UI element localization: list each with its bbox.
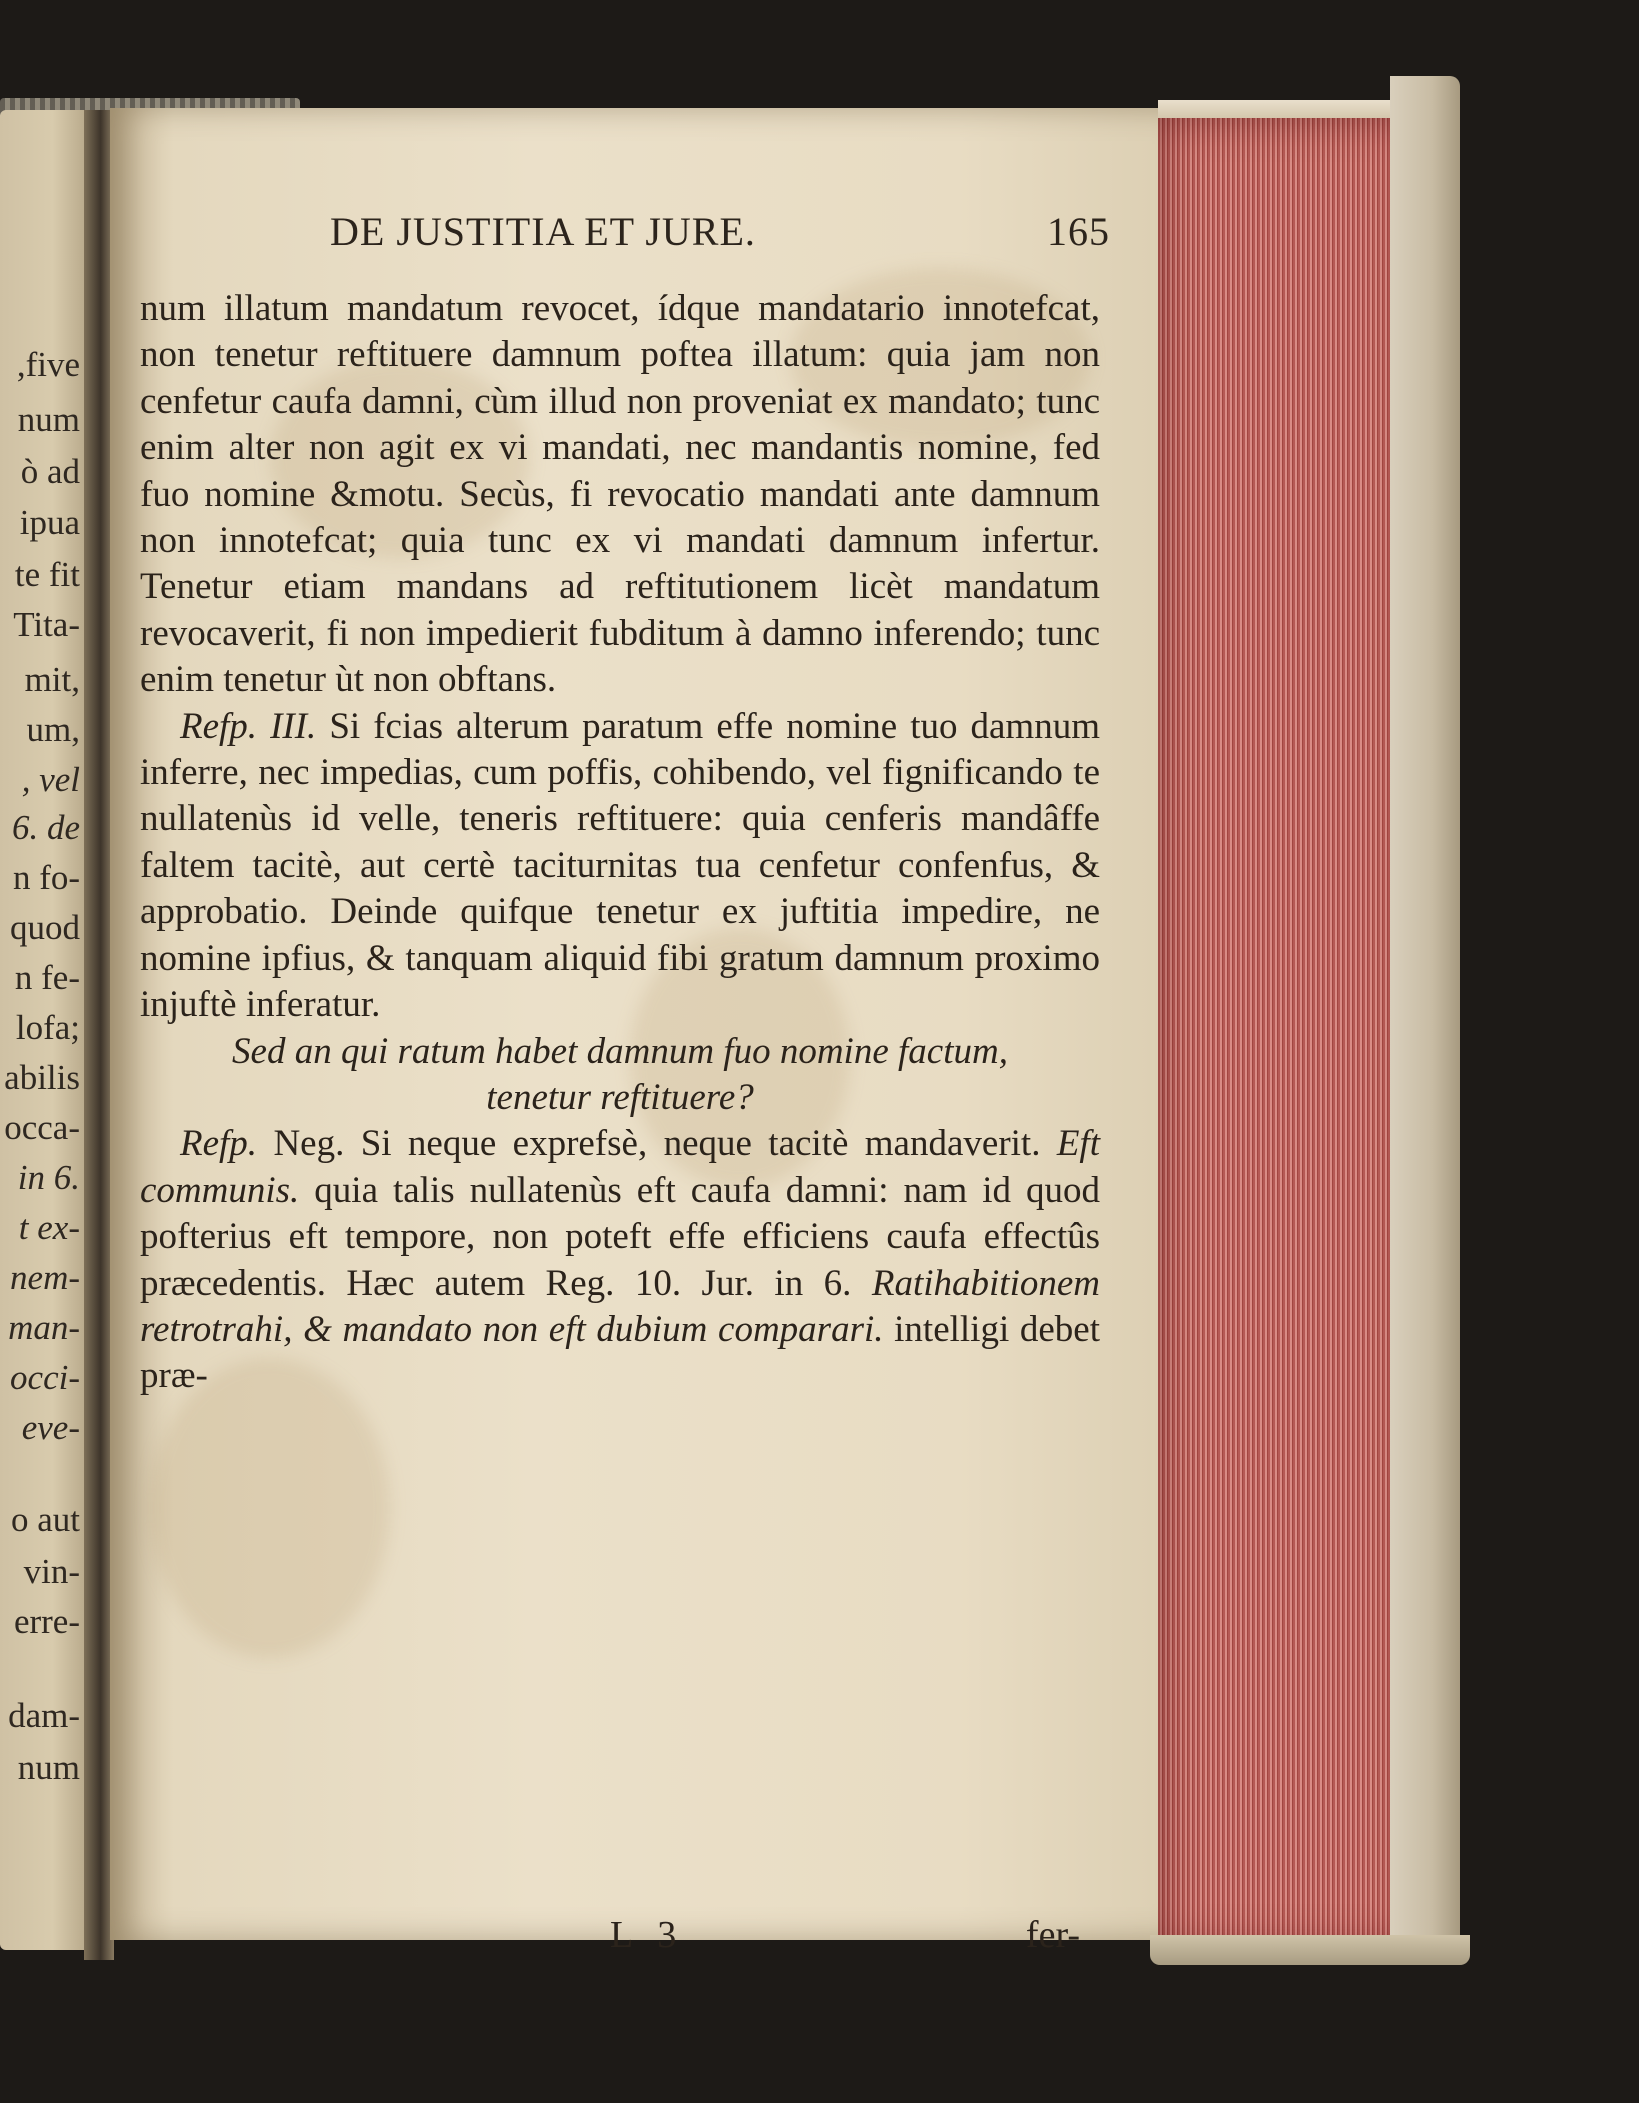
text-block [140, 286, 1100, 1400]
left-page-fragment: occa- [4, 1108, 80, 1147]
left-page-fragment: , vel [21, 760, 80, 799]
running-head-title: DE JUSTITIA ET JURE. [330, 209, 756, 254]
left-page-fragment: quod [10, 908, 80, 947]
page-number: 165 [1047, 209, 1110, 254]
left-page-fragment: o aut [10, 1500, 80, 1539]
paper-stain [150, 1358, 390, 1658]
left-page-fragment: nem- [10, 1258, 80, 1297]
resp-text-b: quia talis nullatenùs eft caufa damni: nam id quod pofterius eft tempore, non poteft effe efficiens caufa effectûs præcedentis. Hæc autem Reg. 10. Jur. in 6. [140, 1169, 1101, 1304]
left-page-fragment: occi- [10, 1358, 80, 1397]
book-cover-bottom [1150, 1935, 1470, 1965]
left-page-fragment: ,five [16, 345, 80, 384]
left-page-fragment: Tita- [13, 605, 80, 644]
left-page-fragment: um, [26, 710, 80, 749]
left-page-fragment: in 6. [17, 1158, 80, 1197]
left-page-fragment: dam- [8, 1696, 80, 1735]
left-page-fragment: ò ad [20, 452, 80, 491]
left-page-fragment: t ex- [18, 1208, 80, 1247]
left-page-fragment: 6. de [11, 808, 80, 847]
catchword: fer- [1025, 1914, 1080, 1956]
resp-iii-text: Si fcias alterum paratum effe nomine tuo damnum inferre, nec impedias, cum poffis, cohibendo, vel fignificando te nullatenùs id velle, teneris reftituere: quia cenferis mandâffe faltem tacitè, aut certè taciturnitas tua cenfetur confenfus, & approbatio. Deinde quifque tenetur ex juftitia impedire, ne nomine ipfius, & tanquam aliquid fibi gratum damnum proximo injuftè inferatur. [140, 705, 1100, 1026]
left-page-fragment: num [17, 1748, 80, 1787]
paragraph-resp [140, 1121, 1100, 1399]
red-page-edges [1158, 118, 1418, 1948]
left-page-fragment: n fo- [12, 858, 80, 897]
resp-iii-label: Refp. III. [180, 705, 317, 747]
resp-text-c: intelligi debet præ- [140, 1308, 1100, 1397]
resp-text-a: Neg. Si neque exprefsè, neque tacitè mandaverit. [273, 1123, 1041, 1165]
resp-label: Refp. [180, 1123, 258, 1165]
left-page-fragment: num [17, 400, 80, 439]
left-page-fragment: eve- [21, 1408, 80, 1447]
left-page-fragment: n fe- [14, 958, 80, 997]
left-page-fragment: abilis [4, 1058, 80, 1097]
question-heading: Sed an qui ratum habet damnum fuo nomine factum, tenetur reftituere? [232, 1030, 1008, 1118]
signature-mark: L 3 [610, 1914, 685, 1956]
page-footer [140, 1913, 1100, 1961]
resp-italic-b: Ratihabitionem retrotrahi, & mandato non eft dubium comparari. [140, 1262, 1101, 1350]
book-cover [1390, 76, 1460, 1956]
paragraph-resp-iii [140, 704, 1100, 1029]
left-page-fragment: lofa; [15, 1008, 80, 1047]
left-page-fragment: ipua [19, 503, 80, 542]
left-page-fragment: mit, [24, 660, 80, 699]
running-head [330, 208, 1110, 264]
left-page-fragment: te fit [14, 555, 80, 594]
resp-italic-a: Eft communis. [140, 1123, 1100, 1211]
paragraph-continuation: num illatum mandatum revocet, ídque mandatario innotefcat, non tenetur reftituere damnum poftea illatum: quia jam non cenfetur caufa damni, cùm illud non proveniat ex mandato; tunc enim alter non agit ex vi mandati, nec mandantis nomine, fed fuo nomine &motu. Secùs, fi revocatio mandati ante damnum non innotefcat; quia tunc ex vi mandati damnum infertur. Tenetur etiam mandans ad reftitutionem licèt mandatum revocaverit, fi non impedierit fubditum à damno inferendo; tunc enim tenetur ùt non obftans. [140, 288, 1100, 701]
left-page-strip [0, 110, 88, 1950]
left-page-fragment: erre- [13, 1602, 80, 1641]
right-page [110, 108, 1170, 1956]
left-page-fragment: man- [8, 1308, 80, 1347]
left-page-fragment: vin- [23, 1552, 80, 1591]
